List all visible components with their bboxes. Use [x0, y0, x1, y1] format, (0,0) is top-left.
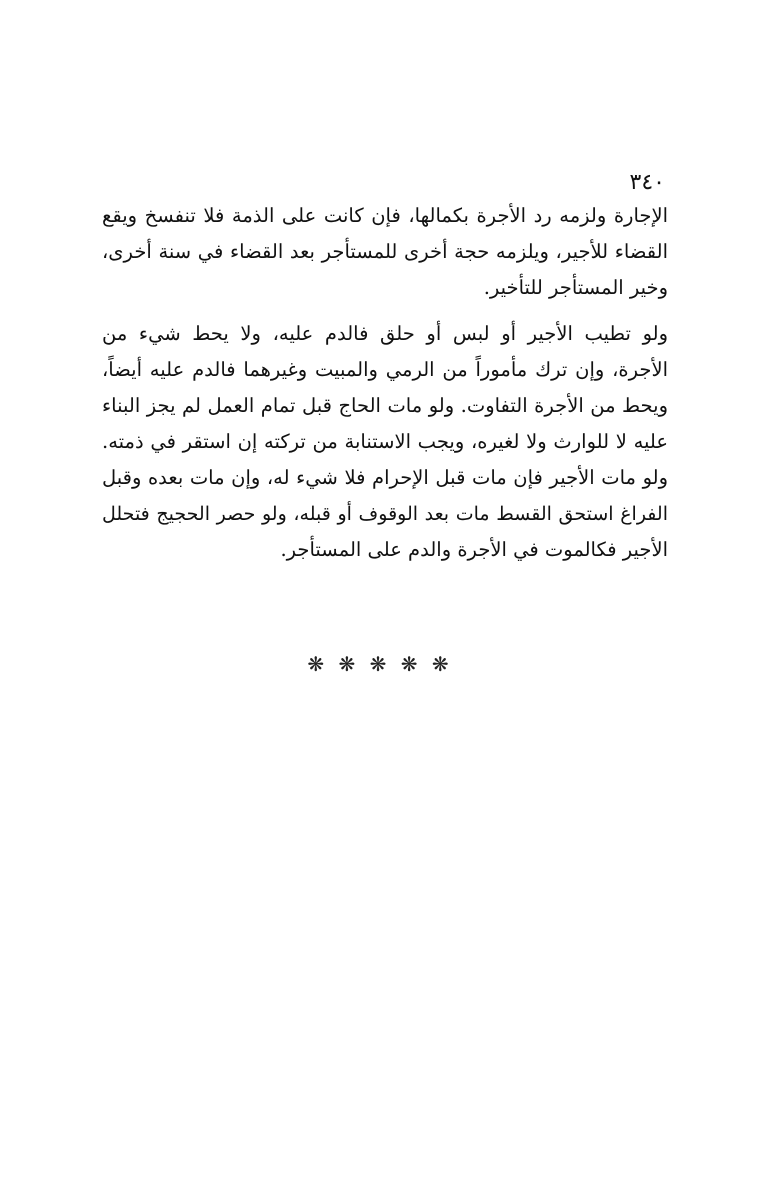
text-line: القضاء للأجير، ويلزمه حجة أخرى للمستأجر بعد القضاء في سنة أخرى،	[102, 240, 668, 263]
text-line: الفراغ استحق القسط مات بعد الوقوف أو قبله، ولو حصر الحجيج فتحلل	[102, 503, 668, 525]
section-end-ornament: ❋ ❋ ❋ ❋ ❋	[307, 652, 453, 676]
text-line: ولو مات الأجير فإن مات قبل الإحرام فلا شيء له، وإن مات بعده وقبل	[102, 466, 668, 489]
text-line: الأجير فكالموت في الأجرة والدم على المستأجر.	[280, 538, 668, 561]
paragraph-2	[102, 316, 668, 568]
text-line: ويحط من الأجرة التفاوت. ولو مات الحاج قبل تمام العمل لم يجز البناء	[102, 394, 668, 417]
text-line: الإجارة ولزمه رد الأجرة بكمالها، فإن كانت على الذمة فلا تنفسخ ويقع	[102, 204, 668, 227]
page-number: ٣٤٠	[629, 170, 665, 195]
paragraph-1	[102, 198, 668, 306]
body-text	[102, 198, 668, 568]
text-line: عليه لا للوارث ولا لغيره، ويجب الاستنابة من تركته إن استقر في ذمته.	[102, 430, 668, 453]
text-line: الأجرة، وإن ترك مأموراً من الرمي والمبيت وغيرهما فالدم عليه أيضاً،	[102, 358, 668, 381]
text-line: وخير المستأجر للتأخير.	[483, 276, 668, 299]
text-line: ولو تطيب الأجير أو لبس أو حلق فالدم عليه، ولا يحط شيء من	[102, 322, 668, 345]
